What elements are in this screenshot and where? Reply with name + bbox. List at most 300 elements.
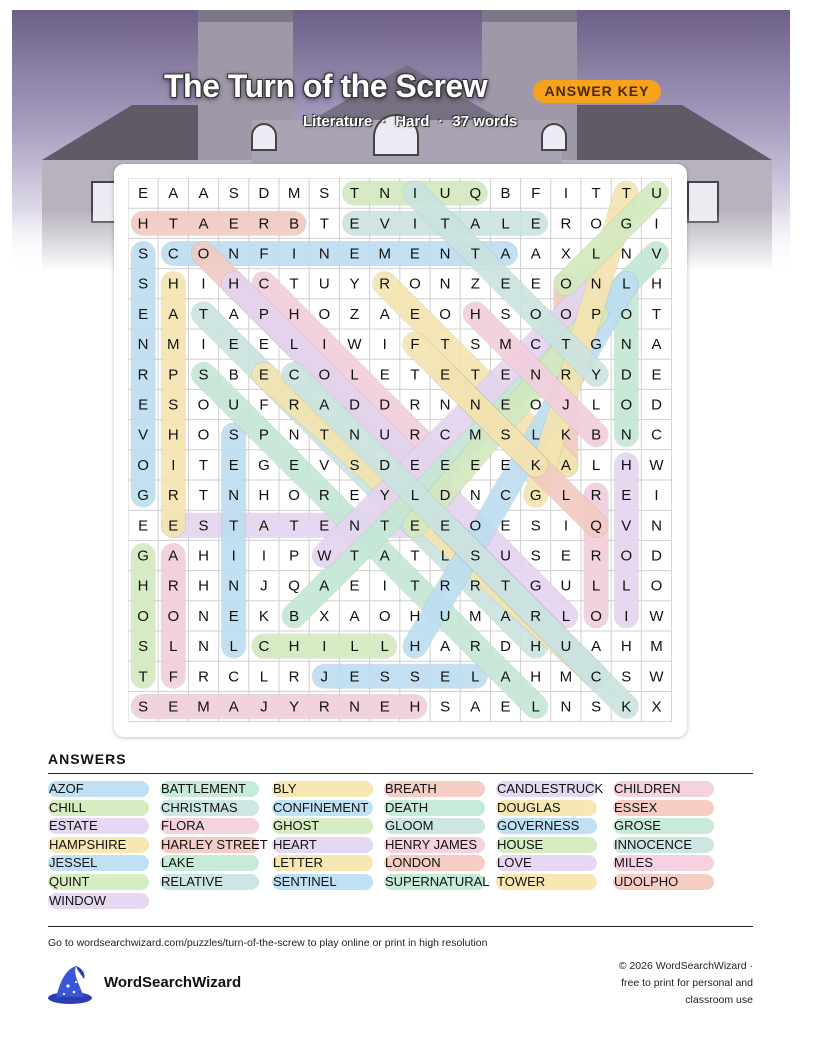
grid-letter: N	[439, 396, 451, 414]
answer-word: CANDLESTRUCK	[497, 781, 604, 796]
answer-word: CHRISTMAS	[160, 800, 259, 816]
grid-letter: R	[288, 668, 300, 686]
answer-word: LONDON	[384, 855, 485, 871]
grid-letter: N	[439, 275, 451, 293]
grid-letter: J	[260, 577, 268, 595]
grid-letter: H	[651, 275, 662, 293]
grid-letter: E	[138, 396, 149, 414]
grid-letter: P	[289, 547, 300, 565]
grid-letter: M	[197, 698, 210, 716]
word-count-label: 37 words	[452, 113, 518, 130]
difficulty-label: Hard	[395, 113, 430, 130]
grid-letter: A	[198, 185, 209, 203]
grid-letter: D	[439, 487, 451, 505]
grid-letter: I	[231, 547, 236, 565]
grid-letter: O	[529, 396, 542, 414]
grid-letter: E	[500, 366, 511, 384]
grid-letter: H	[469, 305, 481, 323]
grid-letter: L	[591, 245, 601, 263]
grid-letter: Y	[591, 366, 602, 384]
grid-letter: G	[590, 336, 602, 354]
grid-letter: E	[500, 396, 511, 414]
grid-letter: T	[440, 336, 450, 354]
grid-letter: T	[138, 668, 148, 686]
puzzle-meta	[303, 113, 517, 130]
grid-letter: L	[259, 668, 269, 686]
grid-letter: W	[649, 456, 664, 474]
grid-letter: L	[169, 638, 178, 656]
grid-letter: L	[350, 366, 359, 384]
grid-letter: Z	[349, 305, 360, 323]
grid-letter: S	[138, 638, 149, 656]
grid-letter: E	[409, 456, 420, 474]
grid-letter: O	[620, 396, 633, 414]
answer-word: MILES	[613, 855, 714, 871]
grid-letter: R	[258, 215, 270, 233]
grid-letter: A	[379, 305, 390, 323]
grid-letter: E	[530, 215, 541, 233]
grid-letter: I	[654, 215, 659, 233]
grid-letter: N	[530, 366, 542, 384]
grid-letter: E	[621, 487, 632, 505]
grid-letter: T	[621, 185, 631, 203]
grid-letter: R	[198, 668, 209, 686]
grid-letter: X	[319, 607, 330, 625]
grid-letter: Q	[288, 577, 300, 595]
grid-letter: E	[349, 215, 360, 233]
grid-letter: M	[469, 426, 482, 444]
grid-letter: R	[590, 487, 602, 505]
grid-letter: I	[624, 607, 629, 625]
grid-letter: A	[168, 185, 179, 203]
grid-letter: S	[168, 396, 179, 414]
grid-letter: O	[197, 426, 210, 444]
grid-letter: N	[288, 426, 300, 444]
grid-letter: S	[500, 305, 511, 323]
answer-word: HARLEY STREET	[161, 836, 268, 852]
grid-letter: H	[137, 577, 149, 595]
grid-letter: L	[501, 215, 510, 233]
copyright-line: free to print for personal and	[621, 977, 753, 989]
grid-letter: Y	[349, 275, 360, 293]
grid-letter: H	[137, 215, 149, 233]
grid-letter: A	[530, 245, 541, 263]
grid-letter: P	[591, 305, 602, 323]
grid-letter: N	[228, 577, 240, 595]
answer-word: WINDOW	[48, 893, 149, 909]
answer-word: CHILDREN	[613, 781, 714, 797]
grid-letter: N	[349, 426, 360, 444]
grid-letter: E	[470, 456, 481, 474]
grid-letter: O	[590, 215, 602, 233]
wizard-hat-icon	[46, 964, 94, 1006]
grid-letter: N	[349, 517, 360, 535]
grid-letter: V	[138, 426, 149, 444]
grid-letter: O	[650, 577, 663, 595]
grid-letter: O	[409, 275, 421, 293]
grid-letter: H	[409, 698, 421, 716]
grid-letter: N	[198, 607, 209, 625]
grid-letter: S	[530, 547, 541, 565]
grid-letter: H	[228, 275, 240, 293]
grid-letter: R	[590, 547, 602, 565]
grid-letter: U	[439, 607, 451, 625]
grid-letter: I	[382, 336, 387, 354]
grid-letter: P	[258, 305, 269, 323]
grid-letter: H	[409, 638, 421, 656]
grid-letter: E	[289, 456, 300, 474]
grid-letter: M	[469, 607, 482, 625]
grid-letter: E	[138, 517, 149, 535]
grid-letter: T	[470, 366, 480, 384]
grid-letter: L	[440, 547, 450, 565]
grid-letter: U	[560, 577, 572, 595]
grid-letter: T	[198, 456, 209, 474]
grid-letter: T	[470, 245, 480, 263]
grid-letter: I	[171, 456, 176, 474]
grid-letter: L	[591, 456, 601, 474]
answer-word: BATTLEMENT	[160, 781, 259, 797]
grid-letter: I	[261, 547, 266, 565]
grid-letter: H	[198, 577, 209, 595]
grid-letter: M	[499, 336, 512, 354]
grid-letter: O	[197, 245, 210, 263]
grid-letter: G	[137, 547, 149, 565]
grid-letter: E	[500, 698, 511, 716]
grid-letter: T	[349, 547, 360, 565]
answer-key-badge: ANSWER KEY	[533, 80, 661, 103]
grid-letter: N	[620, 426, 632, 444]
grid-letter: R	[560, 215, 572, 233]
grid-letter: N	[590, 275, 602, 293]
grid-letter: G	[620, 215, 633, 233]
answer-word: JESSEL	[48, 855, 149, 871]
grid-letter: S	[440, 698, 451, 716]
grid-letter: R	[409, 396, 421, 414]
grid-letter: N	[198, 638, 209, 656]
grid-letter: E	[228, 456, 239, 474]
grid-letter: E	[651, 366, 662, 384]
grid-letter: B	[500, 185, 511, 203]
grid-letter: G	[258, 456, 270, 474]
answer-word: UDOLPHO	[613, 874, 714, 890]
answer-word: HOUSE	[496, 837, 597, 853]
grid-letter: U	[228, 396, 240, 414]
copyright-line: © 2026 WordSearchWizard ·	[618, 960, 753, 972]
grid-letter: N	[228, 245, 240, 263]
grid-letter: A	[500, 245, 511, 263]
grid-letter: J	[562, 396, 570, 414]
grid-letter: N	[651, 517, 662, 535]
grid-letter: H	[258, 487, 270, 505]
grid-letter: A	[258, 517, 269, 535]
grid-letter: L	[380, 638, 389, 656]
grid-letter: A	[319, 396, 330, 414]
grid-letter: T	[349, 185, 360, 203]
grid-letter: H	[620, 456, 632, 474]
grid-letter: S	[409, 668, 420, 686]
grid-letter: O	[167, 607, 180, 625]
answers-divider	[48, 773, 753, 774]
grid-letter: E	[560, 547, 571, 565]
answer-word: LAKE	[160, 855, 259, 871]
grid-letter: O	[439, 305, 451, 323]
grid-letter: E	[500, 517, 511, 535]
answer-word: AZOF	[48, 781, 149, 797]
grid-letter: T	[410, 366, 420, 384]
grid-letter: C	[530, 336, 542, 354]
grid-letter: D	[379, 456, 391, 474]
grid-letter: O	[620, 305, 633, 323]
grid-letter: K	[258, 607, 269, 625]
grid-letter: H	[530, 668, 542, 686]
answers-heading: ANSWERS	[48, 751, 127, 767]
grid-letter: S	[228, 185, 239, 203]
grid-letter: S	[470, 547, 481, 565]
grid-letter: E	[409, 245, 420, 263]
grid-letter: O	[318, 305, 331, 323]
grid-letter: O	[318, 366, 331, 384]
grid-letter: E	[409, 517, 420, 535]
grid-letter: R	[167, 487, 179, 505]
grid-letter: S	[198, 517, 209, 535]
grid-letter: T	[380, 517, 390, 535]
answer-word: GLOOM	[384, 818, 485, 834]
grid-letter: H	[288, 305, 300, 323]
grid-letter: V	[319, 456, 330, 474]
grid-letter: S	[530, 517, 541, 535]
grid-letter: A	[168, 305, 179, 323]
answer-word: CONFINEMENT	[272, 800, 373, 816]
grid-letter: I	[563, 517, 568, 535]
grid-letter: C	[258, 275, 270, 293]
grid-letter: A	[651, 336, 662, 354]
grid-letter: B	[591, 426, 602, 444]
grid-letter: E	[228, 607, 239, 625]
grid-letter: Z	[470, 275, 480, 293]
copyright-line: classroom use	[685, 994, 753, 1006]
answer-word: LETTER	[272, 855, 373, 871]
grid-letter: S	[621, 668, 632, 686]
grid-letter: N	[349, 698, 360, 716]
grid-letter: N	[137, 336, 149, 354]
category-label: Literature	[303, 113, 373, 130]
answer-word: HAMPSHIRE	[48, 837, 149, 853]
grid-letter: U	[439, 185, 451, 203]
grid-letter: S	[319, 185, 330, 203]
grid-letter: D	[258, 185, 270, 203]
grid-letter: G	[529, 487, 542, 505]
answer-word: BLY	[272, 781, 373, 797]
grid-letter: P	[258, 426, 269, 444]
grid-letter: M	[287, 185, 301, 203]
grid-letter: H	[288, 638, 300, 656]
grid-letter: C	[500, 487, 511, 505]
grid-letter: A	[228, 305, 239, 323]
grid-letter: E	[440, 668, 451, 686]
grid-letter: W	[649, 668, 664, 686]
word-search-grid	[128, 178, 672, 722]
grid-letter: S	[470, 336, 481, 354]
grid-letter: Y	[289, 698, 300, 716]
grid-letter: M	[167, 336, 180, 354]
footer-link-text: Go to wordsearchwizard.com/puzzles/turn-of-the-screw to play online or print in high resolution	[48, 937, 488, 949]
grid-letter: F	[410, 336, 420, 354]
grid-letter: X	[560, 245, 571, 263]
grid-letter: T	[651, 305, 662, 323]
grid-letter: A	[198, 215, 209, 233]
grid-letter: T	[319, 426, 329, 444]
grid-letter: R	[288, 396, 300, 414]
grid-letter: Y	[379, 487, 390, 505]
grid-letter: R	[439, 577, 451, 595]
grid-letter: T	[500, 577, 511, 595]
grid-letter: S	[198, 366, 209, 384]
grid-letter: D	[651, 396, 662, 414]
grid-letter: U	[318, 275, 330, 293]
grid-letter: N	[469, 396, 481, 414]
grid-letter: G	[137, 487, 149, 505]
grid-letter: N	[228, 487, 240, 505]
grid-letter: I	[382, 577, 387, 595]
grid-letter: L	[561, 607, 571, 625]
grid-letter: I	[322, 638, 327, 656]
grid-letter: S	[379, 668, 390, 686]
answer-word: DEATH	[384, 800, 485, 816]
answer-word: BREATH	[384, 781, 485, 797]
grid-letter: W	[649, 607, 664, 625]
grid-letter: A	[591, 638, 602, 656]
answer-word: GROSE	[613, 818, 714, 834]
grid-letter: S	[500, 426, 511, 444]
grid-letter: C	[258, 638, 270, 656]
grid-letter: I	[563, 185, 568, 203]
grid-letter: T	[591, 185, 601, 203]
grid-letter: U	[500, 547, 511, 565]
grid-letter: O	[560, 275, 572, 293]
grid-letter: E	[349, 245, 360, 263]
grid-letter: E	[379, 366, 390, 384]
grid-letter: V	[651, 245, 662, 263]
grid-letter: S	[591, 698, 602, 716]
grid-letter: J	[320, 668, 329, 686]
answer-word: GHOST	[272, 818, 373, 834]
grid-letter: L	[622, 275, 631, 293]
grid-letter: B	[228, 366, 239, 384]
grid-letter: E	[500, 275, 511, 293]
grid-letter: R	[379, 275, 391, 293]
grid-letter: D	[379, 396, 391, 414]
grid-letter: O	[378, 607, 391, 625]
grid-letter: F	[259, 396, 269, 414]
answer-word: SENTINEL	[272, 874, 373, 890]
grid-letter: H	[530, 638, 542, 656]
grid-letter: A	[500, 668, 511, 686]
answer-word: ESTATE	[48, 818, 149, 834]
grid-letter: T	[410, 577, 420, 595]
grid-letter: T	[289, 275, 299, 293]
grid-letter: B	[289, 607, 300, 625]
grid-letter: L	[350, 638, 359, 656]
grid-letter: R	[318, 698, 330, 716]
grid-letter: E	[138, 305, 149, 323]
grid-letter: E	[228, 215, 239, 233]
answer-word: FLORA	[160, 818, 259, 834]
grid-letter: R	[560, 366, 572, 384]
grid-letter: U	[379, 426, 391, 444]
grid-letter: C	[288, 366, 300, 384]
grid-letter: W	[347, 336, 362, 354]
answer-word: SUPERNATURAL	[385, 874, 490, 889]
grid-letter: A	[560, 456, 571, 474]
grid-letter: O	[288, 487, 300, 505]
grid-letter: F	[531, 185, 541, 203]
grid-letter: I	[412, 185, 417, 203]
answer-word: HEART	[272, 837, 373, 853]
footer-divider	[48, 926, 753, 927]
answer-word: QUINT	[48, 874, 149, 890]
grid-letter: N	[560, 698, 572, 716]
grid-letter: R	[530, 607, 542, 625]
grid-letter: E	[500, 456, 511, 474]
grid-letter: L	[531, 426, 540, 444]
answer-word: TOWER	[496, 874, 597, 890]
grid-letter: N	[620, 245, 632, 263]
grid-letter: O	[197, 396, 210, 414]
grid-letter: R	[469, 638, 481, 656]
grid-letter: X	[651, 698, 662, 716]
grid-letter: V	[621, 517, 632, 535]
grid-letter: T	[198, 305, 209, 323]
grid-letter: L	[531, 698, 540, 716]
grid-letter: N	[318, 245, 330, 263]
grid-letter: C	[228, 668, 240, 686]
grid-letter: Q	[590, 517, 602, 535]
grid-letter: E	[319, 517, 330, 535]
answer-word: GOVERNESS	[496, 818, 597, 834]
grid-letter: A	[470, 215, 481, 233]
grid-letter: M	[378, 245, 391, 263]
separator-dot: ·	[381, 113, 387, 130]
grid-letter: C	[439, 426, 451, 444]
grid-letter: E	[168, 698, 179, 716]
grid-letter: S	[138, 245, 149, 263]
grid-letter: O	[137, 607, 149, 625]
grid-letter: R	[167, 577, 179, 595]
grid-letter: E	[168, 517, 179, 535]
grid-letter: T	[229, 517, 239, 535]
grid-letter: P	[168, 366, 179, 384]
grid-letter: A	[440, 638, 451, 656]
grid-letter: E	[440, 517, 451, 535]
grid-letter: E	[349, 487, 360, 505]
grid-letter: E	[530, 275, 541, 293]
grid-letter: L	[289, 336, 299, 354]
grid-letter: D	[500, 638, 511, 656]
grid-letter: O	[560, 305, 572, 323]
grid-letter: S	[138, 275, 149, 293]
grid-letter: G	[529, 577, 542, 595]
grid-letter: W	[317, 547, 332, 565]
grid-letter: L	[410, 487, 420, 505]
grid-letter: E	[258, 336, 269, 354]
grid-letter: E	[379, 698, 390, 716]
grid-letter: T	[561, 336, 571, 354]
grid-letter: H	[409, 607, 421, 625]
grid-letter: L	[622, 577, 631, 595]
grid-letter: I	[412, 215, 417, 233]
grid-letter: B	[289, 215, 300, 233]
